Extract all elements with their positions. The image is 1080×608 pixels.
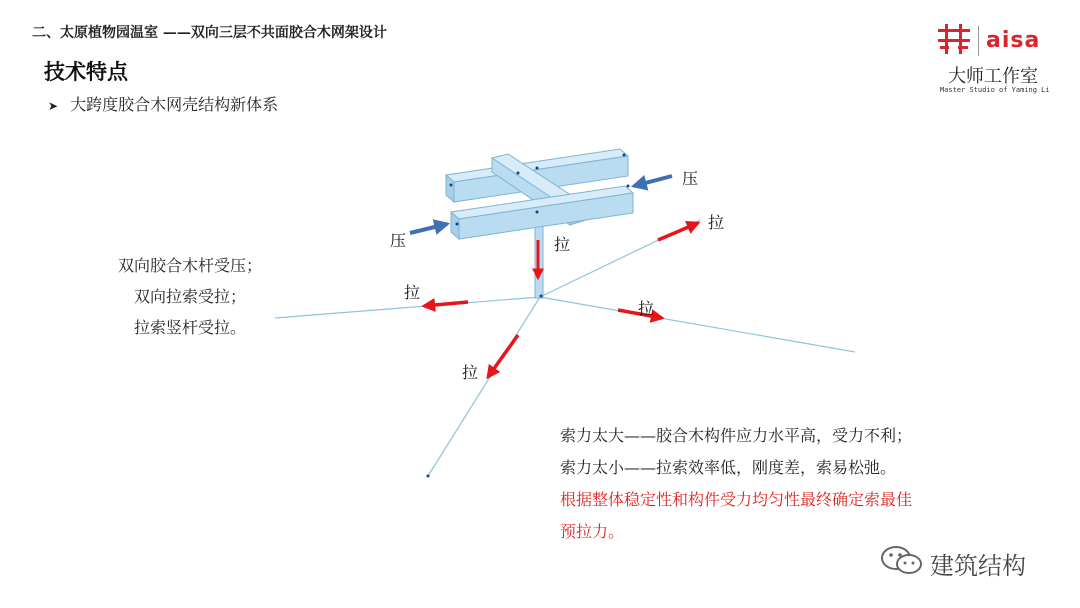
- highlight-line: 预拉力。: [560, 522, 625, 541]
- arrowhead-bullet-icon: ➤: [48, 99, 59, 113]
- cable-right: [540, 297, 855, 352]
- force-summary: [100, 250, 280, 343]
- compression-arrow-left: [410, 224, 447, 233]
- studio-name: 大师工作室: [948, 66, 1038, 87]
- studio-name-en: Master Studio of Yaming Li: [940, 86, 1050, 94]
- highlight-line: 根据整体稳定性和构件受力均匀性最终确定索最佳: [560, 490, 913, 509]
- note-line: 双向胶合木杆受压；: [117, 256, 262, 275]
- note-line: 双向拉索受拉；: [133, 287, 246, 306]
- label-tension-strut: 拉: [554, 235, 571, 254]
- note-line: 索力太小——拉索效率低，刚度差，索易松弛。: [560, 458, 897, 477]
- note-line: 拉索竖杆受拉。: [133, 318, 246, 337]
- watermark-text: 建筑结构: [930, 552, 1026, 580]
- compression-arrow-right: [634, 176, 672, 186]
- label-tension-right: 拉: [638, 299, 655, 318]
- label-tension-left: 拉: [404, 283, 421, 302]
- note-line: 索力太大——胶合木构件应力水平高，受力不利；: [560, 426, 913, 445]
- prestress-notes: [560, 420, 980, 548]
- tension-arrow-lower-left: [488, 335, 518, 377]
- tension-arrow-upper-right: [658, 223, 698, 240]
- label-compression-right: 压: [682, 169, 699, 188]
- bullet-text: 大跨度胶合木网壳结构新体系: [70, 95, 279, 114]
- header-title: 二、太原植物园温室 ——双向三层不共面胶合木网架设计: [32, 25, 387, 41]
- wechat-icon: [880, 544, 924, 578]
- label-compression-left: 压: [390, 231, 407, 250]
- tension-arrow-left: [424, 302, 468, 306]
- watermark: [880, 540, 1060, 580]
- section-heading: 技术特点: [44, 60, 128, 84]
- brand-wordmark: aisa: [986, 28, 1041, 53]
- label-tension-upper-right: 拉: [708, 213, 725, 232]
- cable-lower-left: [428, 297, 540, 476]
- label-tension-lower-left: 拉: [462, 363, 479, 382]
